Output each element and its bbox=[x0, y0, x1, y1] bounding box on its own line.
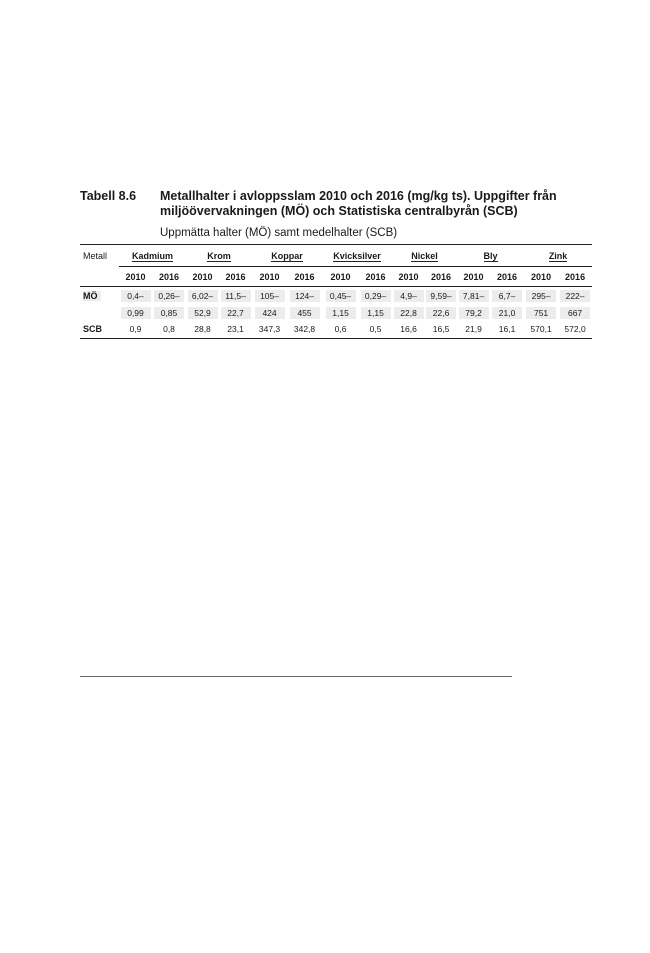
table-cell: 7,81– bbox=[459, 290, 489, 302]
table-cell: 342,8 bbox=[287, 320, 322, 339]
table-cell: 16,1 bbox=[490, 320, 524, 339]
year-header: 2016 bbox=[490, 267, 524, 287]
table-cell: 347,3 bbox=[252, 320, 287, 339]
table-cell: 11,5– bbox=[221, 290, 251, 302]
year-header: 2010 bbox=[252, 267, 287, 287]
table-cell: 22,8 bbox=[394, 307, 424, 319]
table-cell: 751 bbox=[526, 307, 556, 319]
table-cell: 0,85 bbox=[154, 307, 184, 319]
year-header: 2010 bbox=[322, 267, 359, 287]
table-cell: 295– bbox=[526, 290, 556, 302]
table-cell: 4,9– bbox=[394, 290, 424, 302]
year-header: 2016 bbox=[359, 267, 392, 287]
table-cell: 105– bbox=[255, 290, 285, 302]
table-row-mo bbox=[80, 287, 592, 306]
table-cell: 0,4– bbox=[121, 290, 151, 302]
year-header: 2016 bbox=[425, 267, 457, 287]
table-cell: 0,9 bbox=[119, 320, 152, 339]
table-cell: 79,2 bbox=[459, 307, 489, 319]
table-cell: 21,9 bbox=[457, 320, 490, 339]
year-header: 2016 bbox=[287, 267, 322, 287]
table-cell: 1,15 bbox=[326, 307, 356, 319]
table-cell: 572,0 bbox=[558, 320, 592, 339]
year-header: 2016 bbox=[558, 267, 592, 287]
table-cell: 9,59– bbox=[426, 290, 456, 302]
table-cell: 0,8 bbox=[152, 320, 186, 339]
table-cell: 0,29– bbox=[361, 290, 391, 302]
metal-header-zink: Zink bbox=[548, 250, 568, 261]
year-header: 2010 bbox=[524, 267, 558, 287]
metal-header-nickel: Nickel bbox=[411, 250, 438, 261]
table-row-scb bbox=[80, 320, 592, 339]
table-cell: 667 bbox=[560, 307, 590, 319]
year-header: 2010 bbox=[457, 267, 490, 287]
table-cell: 52,9 bbox=[188, 307, 218, 319]
table-row-mo-continued bbox=[80, 305, 592, 320]
table-cell: 6,7– bbox=[492, 290, 522, 302]
table-cell: 22,6 bbox=[426, 307, 456, 319]
table-cell: 222– bbox=[560, 290, 590, 302]
table-cell: 424 bbox=[255, 307, 285, 319]
table-cell: 22,7 bbox=[221, 307, 251, 319]
table-cell: 0,6 bbox=[322, 320, 359, 339]
table-title: Metallhalter i avloppsslam 2010 och 2016 (mg/kg ts). Uppgifter från miljöövervakningen (MÖ) och Statistiska centralbyrån (SCB) bbox=[160, 189, 557, 218]
metal-table bbox=[80, 244, 592, 339]
table-cell: 23,1 bbox=[219, 320, 252, 339]
metal-header-row bbox=[80, 245, 592, 267]
table-cell: 0,99 bbox=[121, 307, 151, 319]
table-cell: 0,5 bbox=[359, 320, 392, 339]
table-cell: 21,0 bbox=[492, 307, 522, 319]
metal-header-kvicksilver: Kvicksilver bbox=[333, 250, 381, 261]
table-cell: 16,5 bbox=[425, 320, 457, 339]
metal-header-krom: Krom bbox=[207, 250, 231, 261]
table-subtitle: Uppmätta halter (MÖ) samt medelhalter (SCB) bbox=[160, 227, 398, 239]
year-header: 2010 bbox=[392, 267, 425, 287]
corner-label: Metall bbox=[80, 245, 119, 267]
year-header: 2010 bbox=[186, 267, 219, 287]
table-cell: 455 bbox=[290, 307, 320, 319]
metal-header-kadmium: Kadmium bbox=[132, 250, 174, 261]
footnote-divider bbox=[80, 676, 512, 677]
metal-header-koppar: Koppar bbox=[271, 250, 303, 261]
row-label-mo: MÖ bbox=[83, 291, 101, 301]
table-cell: 570,1 bbox=[524, 320, 558, 339]
year-header: 2010 bbox=[119, 267, 152, 287]
row-label-scb: SCB bbox=[80, 320, 119, 339]
metal-header-bly: Bly bbox=[483, 250, 498, 261]
table-cell: 0,26– bbox=[154, 290, 184, 302]
table-cell: 0,45– bbox=[326, 290, 356, 302]
table-cell: 6,02– bbox=[188, 290, 218, 302]
year-header: 2016 bbox=[152, 267, 186, 287]
year-header-row bbox=[80, 267, 592, 287]
table-cell: 28,8 bbox=[186, 320, 219, 339]
table-cell: 16,6 bbox=[392, 320, 425, 339]
table-number: Tabell 8.6 bbox=[80, 189, 137, 203]
year-header: 2016 bbox=[219, 267, 252, 287]
table-cell: 124– bbox=[290, 290, 320, 302]
table-cell: 1,15 bbox=[361, 307, 391, 319]
